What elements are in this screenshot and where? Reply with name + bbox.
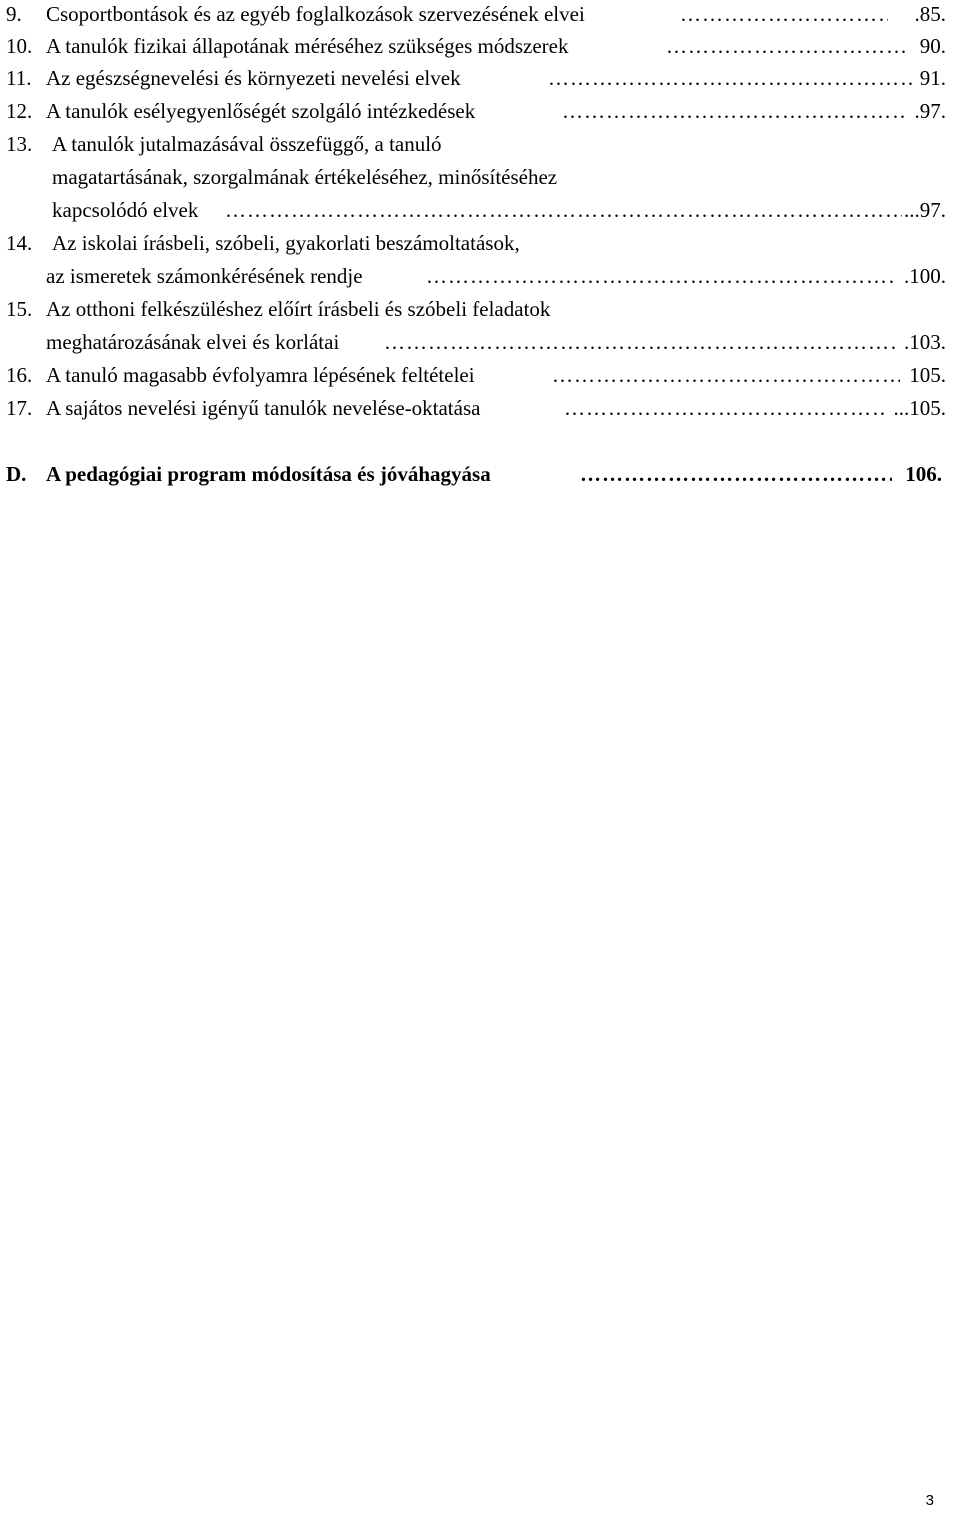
leader-dots (666, 30, 910, 63)
section-letter: D. (6, 462, 27, 486)
toc-entry-page: .103. (904, 330, 946, 354)
leader-dots (426, 260, 896, 293)
toc-entry-page: .97. (914, 99, 946, 123)
toc-entry-number: 9. (6, 2, 22, 26)
toc-entry-9 (0, 0, 960, 31)
toc-entry-page: .85. (914, 2, 946, 26)
leader-dots (680, 0, 888, 31)
toc-entry-page: 90. (919, 34, 946, 58)
toc-entry-title: Csoportbontások és az egyéb foglalkozások szervezésének elvei (46, 2, 585, 26)
toc-entry-title: A tanuló magasabb évfolyamra lépésének feltételei (46, 363, 475, 387)
toc-entry-10 (0, 30, 960, 63)
toc-entry-12 (0, 95, 960, 128)
toc-entry-14 (0, 227, 960, 293)
toc-entry-title-continued: magatartásának, szorgalmának értékeléséhez, minősítéséhez (52, 165, 558, 189)
toc-entry-page: ...105. (893, 396, 946, 420)
section-title: A pedagógiai program módosítása és jóváhagyása (46, 462, 491, 486)
toc-entry-17 (0, 392, 960, 425)
toc-entry-number: 15. (6, 297, 33, 321)
toc-entry-title: A tanulók fizikai állapotának méréséhez szükséges módszerek (46, 34, 569, 58)
toc-entry-11 (0, 62, 960, 95)
toc-entry-number: 11. (6, 66, 32, 90)
leader-dots (552, 359, 900, 392)
toc-entry-title: Az otthoni felkészüléshez előírt írásbeli és szóbeli feladatok (46, 297, 551, 321)
toc-entry-16 (0, 359, 960, 392)
toc-entry-title-continued: kapcsolódó elvek (52, 198, 199, 222)
toc-entry-title: Az iskolai írásbeli, szóbeli, gyakorlati beszámoltatások, (52, 231, 520, 255)
toc-entry-number: 17. (6, 396, 33, 420)
toc-entry-page: .100. (904, 264, 946, 288)
section-page: 106. (905, 462, 942, 486)
leader-dots (384, 326, 896, 359)
leader-dots (562, 95, 908, 128)
toc-entry-number: 14. (6, 231, 33, 255)
toc-entry-title-continued: meghatározásának elvei és korlátai (46, 330, 340, 354)
toc-entry-number: 10. (6, 34, 33, 58)
leader-dots (564, 392, 888, 425)
toc-entry-title-continued: az ismeretek számonkérésének rendje (46, 264, 363, 288)
toc-entry-number: 12. (6, 99, 33, 123)
toc-entry-title: A tanulók jutalmazásával összefüggő, a tanuló (52, 132, 442, 156)
toc-section-d (0, 458, 960, 491)
toc-entry-13 (0, 128, 960, 227)
toc-entry-number: 16. (6, 363, 33, 387)
toc-entry-title: A tanulók esélyegyenlőségét szolgáló intézkedések (46, 99, 476, 123)
leader-dots (548, 62, 912, 95)
leader-dots (580, 458, 892, 491)
page-number: 3 (925, 1492, 934, 1509)
leader-dots (225, 194, 902, 227)
toc-entry-page: 91. (919, 66, 946, 90)
toc-entry-page: ...97. (904, 198, 946, 222)
toc-entry-title: Az egészségnevelési és környezeti nevelési elvek (46, 66, 461, 90)
toc-entry-number: 13. (6, 132, 33, 156)
toc-entry-15 (0, 293, 960, 359)
toc-entry-page: 105. (909, 363, 946, 387)
toc-entry-title: A sajátos nevelési igényű tanulók nevelése-oktatása (46, 396, 481, 420)
